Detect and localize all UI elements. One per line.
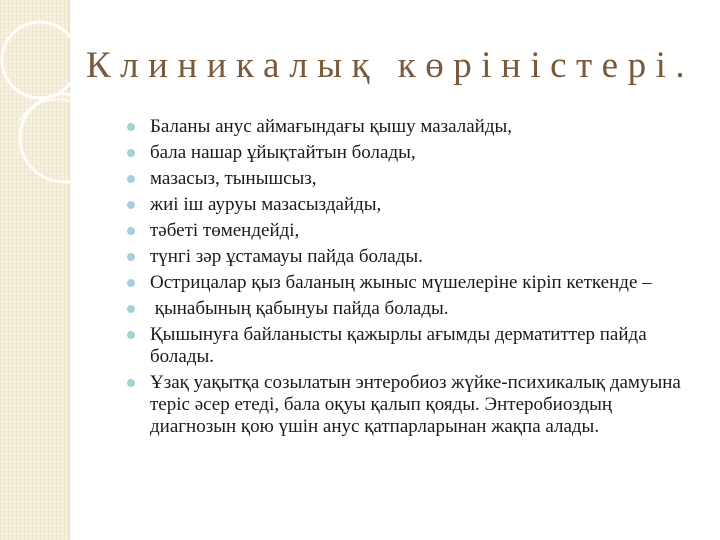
bullet-dot-icon: [127, 305, 135, 313]
bullet-dot-icon: [127, 149, 135, 157]
bullet-dot-icon: [127, 201, 135, 209]
list-item: [120, 142, 700, 164]
list-item-text: Баланы анус аймағындағы қышу мазалайды,: [150, 116, 513, 137]
list-item: [120, 372, 700, 438]
list-item: [120, 324, 700, 368]
list-item: [120, 116, 700, 138]
list-item-text: жиі іш ауруы мазасыздайды,: [150, 194, 382, 215]
list-item-text: қынабының қабынуы пайда болады.: [150, 298, 449, 319]
bullet-dot-icon: [127, 279, 135, 287]
list-item-text: тәбеті төмендейді,: [150, 220, 300, 241]
list-item: [120, 220, 700, 242]
bullet-dot-icon: [127, 331, 135, 339]
list-item: [120, 272, 700, 294]
list-item-text: түнгі зәр ұстамауы пайда болады.: [150, 246, 423, 267]
decorative-circles: [0, 0, 120, 200]
slide-title: Клиникалық көріністері.: [86, 45, 695, 86]
list-item-text: Острицалар қыз баланың жыныс мүшелеріне кіріп кеткенде –: [150, 272, 652, 293]
bullet-dot-icon: [127, 227, 135, 235]
list-item-text: бала нашар ұйықтайтын болады,: [150, 142, 416, 163]
list-item: [120, 298, 700, 320]
bullet-dot-icon: [127, 253, 135, 261]
list-item-text: Ұзақ уақытқа созылатын энтеробиоз жүйке-психикалық дамуына теріс әсер етеді, бала оқуы қалып қояды. Энтеробиоздың диагнозын қою үшін анус қатпарларынан жақпа алады.: [150, 372, 681, 437]
list-item: [120, 168, 700, 190]
list-item: [120, 194, 700, 216]
bullet-list: [120, 116, 700, 442]
bullet-dot-icon: [127, 123, 135, 131]
list-item-text: мазасыз, тынышсыз,: [150, 168, 317, 189]
list-item: [120, 246, 700, 268]
bullet-dot-icon: [127, 175, 135, 183]
bullet-dot-icon: [127, 379, 135, 387]
list-item-text: Қышынуға байланысты қажырлы ағымды дерматиттер пайда болады.: [150, 324, 647, 367]
